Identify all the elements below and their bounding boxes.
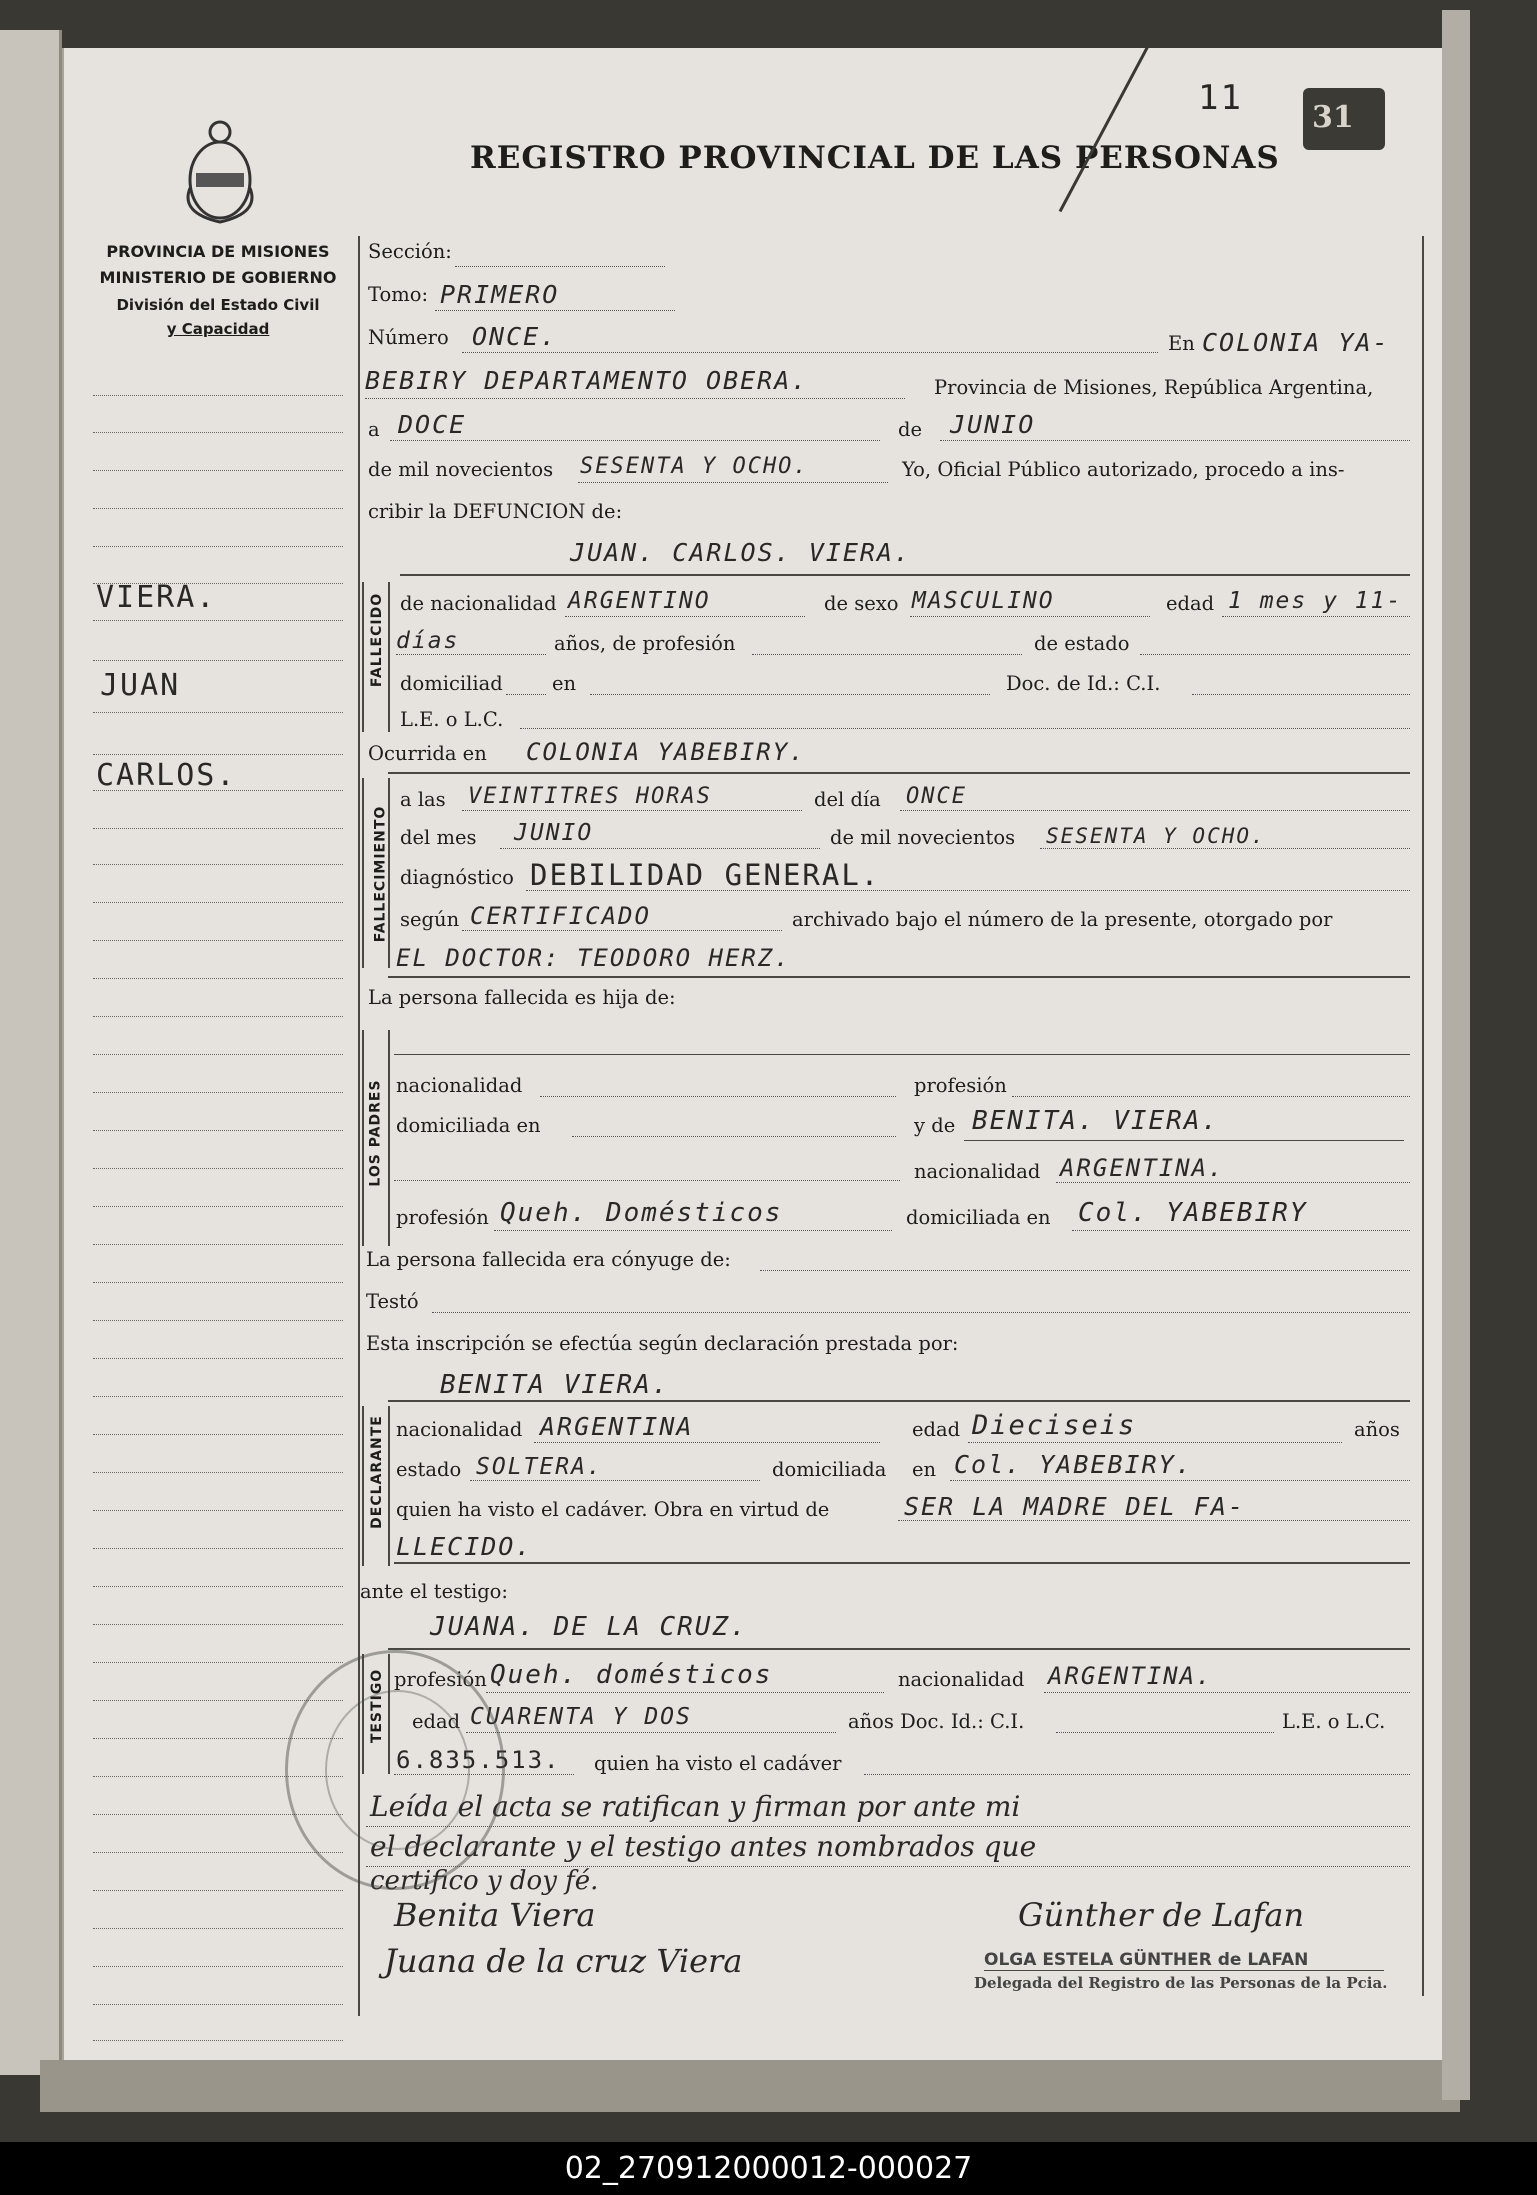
official-seal-inner-ring <box>325 1690 470 1850</box>
margin-surname: VIERA. <box>96 580 217 615</box>
madre-nac-line <box>1056 1182 1410 1183</box>
testigo-nac-line <box>1044 1692 1410 1693</box>
declarante-estado: SOLTERA. <box>476 1454 603 1480</box>
madre-dom-line <box>1072 1230 1410 1231</box>
lugar-line-2-rule <box>365 398 905 399</box>
numero-label: Número <box>368 326 449 349</box>
declarante-virtud-2: LLECIDO. <box>396 1532 533 1561</box>
declarante-cadaver-text: quien ha visto el cadáver. Obra en virtud de <box>396 1498 830 1521</box>
domiciliado-line <box>506 694 546 695</box>
declarante-nac-label: nacionalidad <box>396 1418 523 1441</box>
margin-line <box>93 1320 343 1321</box>
en-label-2: en <box>552 672 577 695</box>
conyuge-text: La persona fallecida era cónyuge de: <box>366 1248 731 1271</box>
testigo-prof-line <box>486 1692 884 1693</box>
testo-line <box>432 1312 1410 1313</box>
org-line-2: MINISTERIO DE GOBIERNO <box>99 268 337 287</box>
margin-line <box>93 2004 343 2005</box>
diagnostico-label: diagnóstico <box>400 866 514 889</box>
official-title: Delegada del Registro de las Personas de la Pcia. <box>974 1974 1388 1992</box>
ocurrida-line <box>388 772 1410 774</box>
margin-line <box>93 754 343 755</box>
padre-nac-line <box>540 1096 896 1097</box>
testigo-profesion: Queh. domésticos <box>490 1660 773 1690</box>
fallecido-nacionalidad-label: de nacionalidad <box>400 592 557 615</box>
margin-line <box>93 1358 343 1359</box>
org-line-4: y Capacidad <box>166 320 270 338</box>
yde-label: y de <box>914 1114 956 1137</box>
hija-text: La persona fallecida es hija de: <box>368 986 676 1009</box>
virtud2-line <box>394 1562 1410 1564</box>
sexo-value: MASCULINO <box>912 588 1055 614</box>
segun-line <box>462 930 782 931</box>
padre-profesion-label: profesión <box>914 1074 1007 1097</box>
virtud-line <box>898 1520 1410 1521</box>
madre-prof-label: profesión <box>396 1206 489 1229</box>
closing-line-1: Leída el acta se ratifican y firman por ante mi <box>370 1790 1021 1823</box>
fallecido-name: JUAN. CARLOS. VIERA. <box>570 538 912 567</box>
testigo-edad: CUARENTA Y DOS <box>470 1704 692 1730</box>
margin-line <box>93 1282 343 1283</box>
edad-label: edad <box>1166 592 1215 615</box>
margin-line <box>93 978 343 979</box>
page-title: REGISTRO PROVINCIAL DE LAS PERSONAS <box>470 140 1280 176</box>
archive-id-footer: 02_270912000012-000027 <box>0 2142 1537 2195</box>
seccion-label: Sección: <box>368 240 452 263</box>
anio-line <box>578 482 888 483</box>
margin-line <box>93 1662 343 1663</box>
le-label: L.E. o L.C. <box>400 708 504 731</box>
otorgado-value: EL DOCTOR: TEODORO HERZ. <box>396 944 791 972</box>
anio-line-fall <box>1040 848 1410 849</box>
margin-line <box>93 1244 343 1245</box>
ocurrida-label: Ocurrida en <box>368 742 487 765</box>
lugar-line-2: BEBIRY DEPARTAMENTO OBERA. <box>365 366 809 395</box>
padre-nacionalidad-label: nacionalidad <box>396 1074 523 1097</box>
tab-number: 31 <box>1312 100 1354 135</box>
declarante-signature: Benita Viera <box>394 1896 596 1934</box>
margin-first-name: JUAN <box>100 668 181 703</box>
testigo-cadaver-line <box>864 1774 1410 1775</box>
margin-line <box>93 864 343 865</box>
edad-value-2: días <box>396 628 460 654</box>
mes-line <box>940 440 1410 441</box>
declaracion-text: Esta inscripción se efectúa según declaración prestada por: <box>366 1332 959 1355</box>
madre-nombre-line <box>964 1140 1404 1141</box>
edad2-line <box>396 654 546 655</box>
margin-line <box>93 1130 343 1131</box>
provincia-text: Provincia de Misiones, República Argentina, <box>934 376 1374 399</box>
hora-line <box>462 810 802 811</box>
otorgado-line <box>388 976 1410 978</box>
ante-testigo-text: ante el testigo: <box>360 1580 508 1603</box>
numero-value: ONCE. <box>472 322 558 351</box>
anios-profesion-label: años, de profesión <box>554 632 736 655</box>
declarante-estado-label: estado <box>396 1458 462 1481</box>
tomo-label: Tomo: <box>368 283 429 306</box>
margin-line <box>93 940 343 941</box>
fallecimiento-section-label: FALLECIMIENTO <box>372 805 389 943</box>
dia-value-fall: ONCE <box>906 784 967 809</box>
form-right-border <box>1422 236 1424 1996</box>
mes-label: del mes <box>400 826 477 849</box>
testigo-edad-line <box>466 1732 836 1733</box>
dia-line <box>390 440 880 441</box>
dia-label: del día <box>814 788 881 811</box>
closing-line-2: el declarante y el testigo antes nombrados que <box>370 1830 1037 1863</box>
org-line-3: División del Estado Civil <box>116 296 320 314</box>
margin-line <box>93 1472 343 1473</box>
anio-value: SESENTA Y OCHO. <box>580 454 809 479</box>
margin-line <box>93 1624 343 1625</box>
declarante-edad: Dieciseis <box>972 1410 1137 1441</box>
mes-line-fall <box>500 848 820 849</box>
declarante-inner-border <box>388 1406 390 1566</box>
margin-line <box>93 1396 343 1397</box>
declarante-en-label: en <box>912 1458 937 1481</box>
declarante-name-line <box>388 1400 1410 1402</box>
conyuge-line <box>760 1270 1410 1271</box>
madre-domicilio: Col. YABEBIRY <box>1078 1198 1308 1228</box>
margin-line <box>93 1548 343 1549</box>
fallecido-name-line <box>400 574 1410 576</box>
fallecido-nacionalidad: ARGENTINO <box>568 588 711 614</box>
estado-line <box>1140 654 1410 655</box>
archivado-text: archivado bajo el número de la presente, otorgado por <box>792 908 1333 931</box>
madre-prof-line <box>494 1230 892 1231</box>
margin-line <box>93 1054 343 1055</box>
testo-label: Testó <box>366 1290 419 1313</box>
anio-value-fall: SESENTA Y OCHO. <box>1046 824 1266 848</box>
margin-line <box>93 620 343 621</box>
book-binding-right <box>1442 10 1470 2100</box>
margin-line <box>93 470 343 471</box>
fallecido-inner-border <box>388 582 390 732</box>
margin-line <box>93 712 343 713</box>
margin-second-name: CARLOS. <box>96 758 237 793</box>
sexo-line <box>910 616 1150 617</box>
testigo-le-label: L.E. o L.C. <box>1282 1710 1386 1733</box>
declarante-domicilio: Col. YABEBIRY. <box>954 1450 1193 1479</box>
en-line <box>590 694 990 695</box>
mil-label-fall: de mil novecientos <box>830 826 1016 849</box>
declarante-section-label: DECLARANTE <box>368 1415 385 1529</box>
sexo-label: de sexo <box>824 592 899 615</box>
org-line-1: PROVINCIA DE MISIONES <box>106 242 330 261</box>
edad-value-1: 1 mes y 11- <box>1228 588 1403 614</box>
margin-line <box>93 660 343 661</box>
padres-blank-line <box>394 1180 900 1181</box>
diagnostico-value: DEBILIDAD GENERAL. <box>530 858 881 892</box>
hora-label: a las <box>400 788 446 811</box>
declarante-bracket <box>362 1406 364 1566</box>
margin-line <box>93 828 343 829</box>
padres-section-label: LOS PADRES <box>367 1079 384 1187</box>
a-label: a <box>368 418 380 441</box>
mes-value: JUNIO <box>950 410 1036 439</box>
margin-line <box>93 1168 343 1169</box>
official-name: OLGA ESTELA GÜNTHER de LAFAN <box>984 1950 1309 1970</box>
margin-line <box>93 508 343 509</box>
margin-line <box>93 1434 343 1435</box>
testigo-doc-label: años Doc. Id.: C.I. <box>848 1710 1025 1733</box>
seccion-line <box>455 266 665 267</box>
madre-nacionalidad: ARGENTINA. <box>1060 1154 1225 1182</box>
ocurrida-lugar: COLONIA YABEBIRY. <box>526 738 806 766</box>
segun-label: según <box>400 908 460 931</box>
margin-line <box>93 902 343 903</box>
fallecido-bracket <box>362 582 364 732</box>
testigo-name-line <box>388 1648 1410 1650</box>
testigo-edad-label: edad <box>412 1710 461 1733</box>
segun-value: CERTIFICADO <box>470 902 651 930</box>
page-number: 11 <box>1198 78 1243 118</box>
testigo-prof-label: profesión <box>394 1668 487 1691</box>
en-label: En <box>1168 332 1195 355</box>
madre-profesion: Queh. Domésticos <box>500 1198 783 1228</box>
tomo-value: PRIMERO <box>440 280 560 309</box>
declarante-anios-label: años <box>1354 1418 1400 1441</box>
testigo-doc-line <box>1056 1732 1274 1733</box>
margin-line <box>93 1092 343 1093</box>
tomo-line <box>435 310 675 311</box>
fallecimiento-inner-border <box>388 778 390 968</box>
oficial-signature: Günther de Lafan <box>1018 1896 1305 1934</box>
declarante-estado-line <box>470 1480 760 1481</box>
book-cover-bottom <box>40 2060 1460 2112</box>
official-name-underline <box>984 1970 1384 1971</box>
coat-of-arms-icon <box>176 118 264 226</box>
diagnostico-line <box>526 890 1410 891</box>
doc-label: Doc. de Id.: C.I. <box>1006 672 1161 695</box>
padre-domicilio-label: domiciliada en <box>396 1114 541 1137</box>
testigo-doc-num: 6.835.513. <box>396 1746 561 1774</box>
testigo-signature: Juana de la cruz Viera <box>384 1942 743 1980</box>
testigo-nacionalidad: ARGENTINA. <box>1048 1662 1213 1690</box>
declarante-edad-line <box>968 1442 1342 1443</box>
padre-prof-line <box>1012 1096 1410 1097</box>
declarante-nacionalidad: ARGENTINA <box>540 1412 694 1441</box>
margin-line <box>93 546 343 547</box>
profesion-line <box>752 654 1022 655</box>
fallecido-nac-line <box>565 616 805 617</box>
edad-line <box>1222 616 1410 617</box>
de-label: de <box>898 418 923 441</box>
lugar-line-1: COLONIA YA- <box>1202 328 1390 357</box>
margin-line <box>93 1890 343 1891</box>
declarante-dom-line <box>950 1480 1410 1481</box>
margin-line <box>93 1206 343 1207</box>
closing-line-1-rule <box>366 1826 1410 1827</box>
dia-value: DOCE <box>398 410 467 439</box>
margin-line <box>93 1510 343 1511</box>
madre-nombre: BENITA. VIERA. <box>972 1106 1220 1136</box>
padres-inner-border <box>388 1030 390 1246</box>
fallecimiento-bracket <box>362 778 364 968</box>
padre-dom-line <box>572 1136 896 1137</box>
testigo-nac-label: nacionalidad <box>898 1668 1025 1691</box>
margin-line <box>93 1928 343 1929</box>
padre-name-line <box>394 1054 1410 1055</box>
mil-label: de mil novecientos <box>368 458 554 481</box>
declarante-nombre: BENITA VIERA. <box>440 1370 670 1400</box>
margin-line <box>93 1586 343 1587</box>
inscribir-text: cribir la DEFUNCION de: <box>368 500 623 523</box>
hora-value: VEINTITRES HORAS <box>468 784 712 809</box>
declarante-nac-line <box>534 1442 880 1443</box>
declarante-virtud-1: SER LA MADRE DEL FA- <box>904 1492 1246 1521</box>
book-cover-left <box>0 30 62 2075</box>
margin-line <box>93 2040 343 2041</box>
doc-line <box>1192 694 1410 695</box>
numero-line <box>462 352 1158 353</box>
margin-line <box>93 1016 343 1017</box>
estado-label: de estado <box>1034 632 1130 655</box>
margin-line <box>93 432 343 433</box>
testigo-cadaver-text: quien ha visto el cadáver <box>594 1752 842 1775</box>
le-line <box>520 728 1410 729</box>
oficial-text: Yo, Oficial Público autorizado, procedo a ins- <box>902 458 1345 481</box>
margin-line <box>93 395 343 396</box>
margin-line <box>93 1852 343 1853</box>
declarante-edad-label: edad <box>912 1418 961 1441</box>
domiciliado-label: domiciliad <box>400 672 503 695</box>
padres-bracket <box>362 1030 364 1246</box>
testigo-nombre: JUANA. DE LA CRUZ. <box>430 1612 748 1642</box>
madre-nac-label: nacionalidad <box>914 1160 1041 1183</box>
dia-line-fall <box>900 810 1410 811</box>
mes-value-fall: JUNIO <box>514 820 594 846</box>
margin-line <box>93 1966 343 1967</box>
fallecido-section-label: FALLECIDO <box>369 592 386 688</box>
testigo-section-label: TESTIGO <box>369 1668 386 1744</box>
declarante-dom-label: domiciliada <box>772 1458 887 1481</box>
madre-dom-label: domiciliada en <box>906 1206 1051 1229</box>
closing-line-3: certifico y doy fé. <box>370 1866 599 1896</box>
